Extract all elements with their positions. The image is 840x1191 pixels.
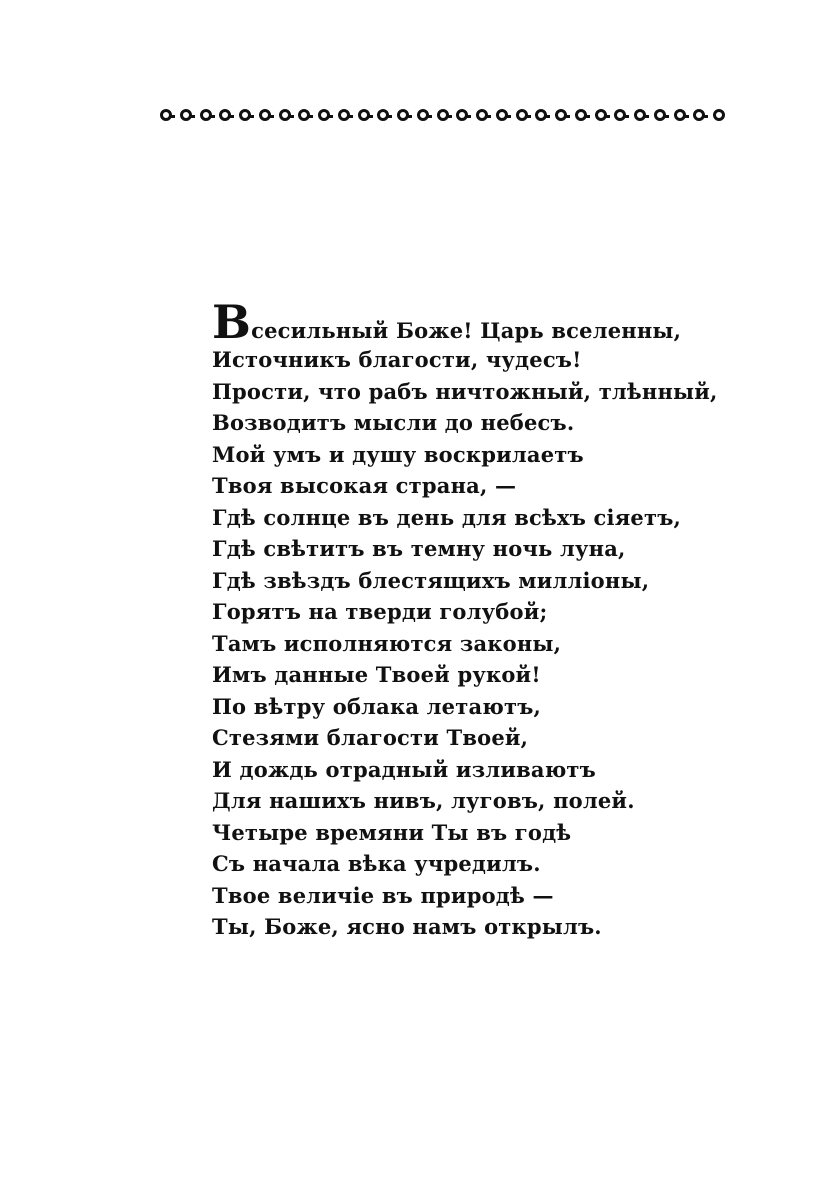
poem-line: По вѣтру облака летаютъ, <box>212 693 542 719</box>
poem-line: Тамъ исполняются законы, <box>212 630 562 656</box>
ornament-ring-icon <box>219 109 231 121</box>
ornament-ring-icon <box>693 109 705 121</box>
ornament-ring-icon <box>674 109 686 121</box>
ornament-ring-icon <box>180 109 192 121</box>
poem-line: Твое величіе въ природѣ — <box>212 882 554 908</box>
poem-line: Гдѣ свѣтитъ въ темну ночь луна, <box>212 536 626 561</box>
ornament-ring-icon <box>358 109 370 121</box>
ornament-ring-icon <box>516 109 528 121</box>
ornament-ring-icon <box>298 109 310 121</box>
ornament-ring-icon <box>713 109 725 121</box>
poem-line: Имъ данные Твоей рукой! <box>212 662 541 687</box>
poem-line: Гдѣ звѣздъ блестящихъ милліоны, <box>212 567 650 593</box>
poem-line: Прости, что рабъ ничтожный, тлѣнный, <box>212 378 718 404</box>
ornament-ring-icon <box>535 109 547 121</box>
ornament-ring-icon <box>239 109 251 121</box>
poem-line: И дождь отрадный изливаютъ <box>212 756 596 782</box>
ornament-ring-icon <box>377 109 389 121</box>
poem-line: Стезями благости Твоей, <box>212 725 529 750</box>
ornament-ring-icon <box>476 109 488 121</box>
ornament-divider <box>160 100 725 130</box>
poem-line: Источникъ благости, чудесъ! <box>212 347 582 372</box>
ornament-ring-icon <box>279 109 291 121</box>
poem-line: Горятъ на тверди голубой; <box>212 599 548 624</box>
poem-line <box>212 295 772 349</box>
ornament-ring-icon <box>614 109 626 121</box>
poem-line: Возводитъ мысли до небесъ. <box>212 410 575 435</box>
ornament-ring-icon <box>654 109 666 121</box>
ornament-ring-icon <box>575 109 587 121</box>
ornament-ring-icon <box>595 109 607 121</box>
ornament-ring-icon <box>634 109 646 121</box>
ornament-ring-icon <box>318 109 330 121</box>
ornament-ring-icon <box>496 109 508 121</box>
poem-line: Ты, Боже, ясно намъ открылъ. <box>212 914 602 939</box>
ornament-ring-icon <box>417 109 429 121</box>
poem-line: Съ начала вѣка учредилъ. <box>212 851 541 876</box>
ornament-ring-icon <box>437 109 449 121</box>
poem-body <box>212 295 772 943</box>
poem-line: Для нашихъ нивъ, луговъ, полей. <box>212 788 635 813</box>
ornament-ring-icon <box>200 109 212 121</box>
poem-line: Твоя высокая страна, — <box>212 473 517 498</box>
poem-line: Четыре времяни Ты въ годѣ <box>212 819 572 845</box>
ornament-ring-icon <box>338 109 350 121</box>
poem-first-line-text: сесильный Боже! Царь вселенны, <box>251 318 682 343</box>
ornament-ring-icon <box>555 109 567 121</box>
ornament-ring-icon <box>397 109 409 121</box>
ornament-ring-icon <box>259 109 271 121</box>
poem-line: Мой умъ и душу воскрилаетъ <box>212 441 584 467</box>
ornament-ring-icon <box>160 109 172 121</box>
poem-line: Гдѣ солнце въ день для всѣхъ сіяетъ, <box>212 504 682 530</box>
drop-cap-initial: В <box>212 295 252 349</box>
ornament-ring-icon <box>456 109 468 121</box>
